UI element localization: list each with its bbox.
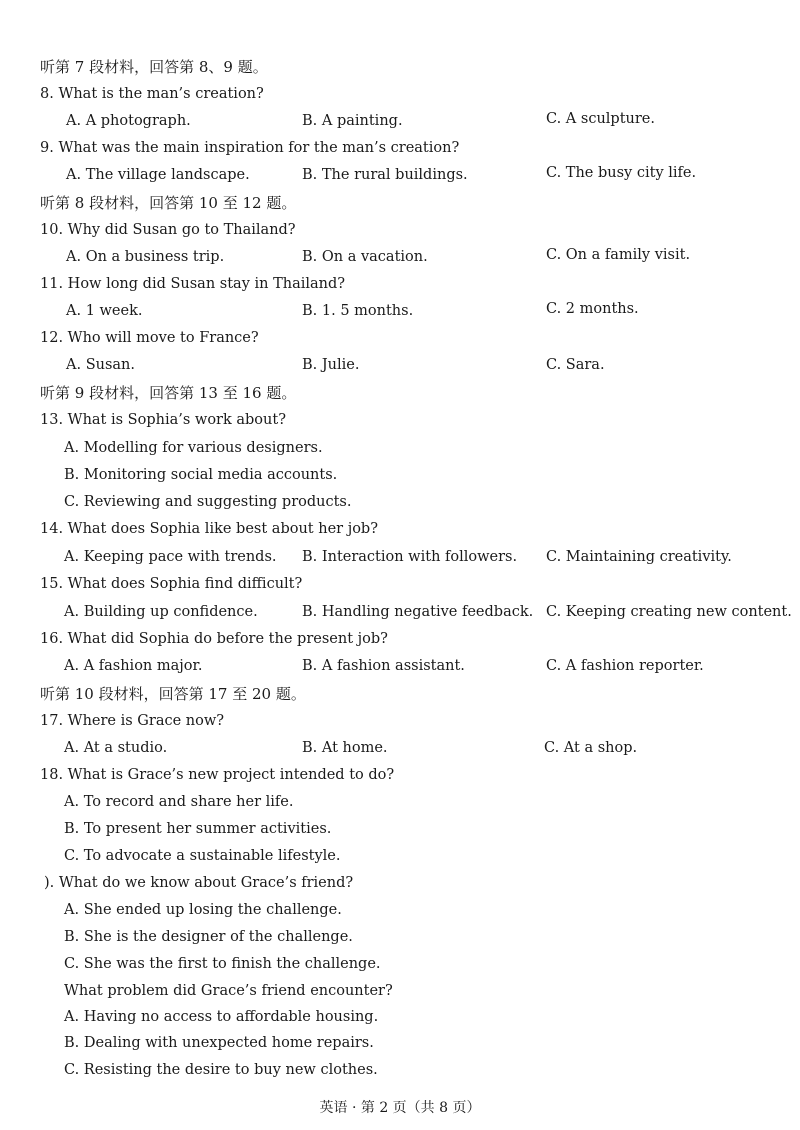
option-19b: B. She is the designer of the challenge. (64, 929, 353, 945)
question-19: ). What do we know about Grace’s friend? (44, 875, 354, 891)
section-10-heading: 听第 10 段材料，回答第 17 至 20 题。 (40, 685, 306, 703)
question-18: 18. What is Grace’s new project intended to do? (40, 767, 395, 783)
option-13c: C. Reviewing and suggesting products. (64, 494, 352, 510)
option-14b: B. Interaction with followers. (302, 549, 518, 565)
question-12: 12. Who will move to France? (40, 330, 259, 346)
option-8a: A. A photograph. (66, 113, 191, 129)
page-footer: 英语 · 第 2 页（共 8 页） (319, 1100, 481, 1116)
option-20c: C. Resisting the desire to buy new clothes. (64, 1062, 378, 1078)
option-18b: B. To present her summer activities. (64, 821, 332, 837)
option-15c: C. Keeping creating new content. (546, 604, 792, 620)
question-17: 17. Where is Grace now? (40, 713, 225, 729)
option-18a: A. To record and share her life. (64, 794, 294, 810)
option-13b: B. Monitoring social media accounts. (64, 467, 338, 483)
option-17b: B. At home. (302, 740, 388, 756)
option-12b: B. Julie. (302, 357, 360, 373)
option-8b: B. A painting. (302, 113, 403, 129)
option-9c: C. The busy city life. (546, 165, 697, 181)
option-11c: C. 2 months. (546, 301, 639, 317)
option-19a: A. She ended up losing the challenge. (64, 902, 342, 918)
option-15a: A. Building up confidence. (64, 604, 258, 620)
option-15b: B. Handling negative feedback. (302, 604, 534, 620)
question-8: 8. What is the man’s creation? (40, 86, 264, 102)
option-16b: B. A fashion assistant. (302, 658, 465, 674)
question-16: 16. What did Sophia do before the present job? (40, 631, 388, 647)
option-14c: C. Maintaining creativity. (546, 549, 732, 565)
option-16c: C. A fashion reporter. (546, 658, 704, 674)
option-19c: C. She was the first to finish the challenge. (64, 956, 381, 972)
section-9-heading: 听第 9 段材料，回答第 13 至 16 题。 (40, 384, 297, 402)
option-13a: A. Modelling for various designers. (64, 440, 323, 456)
option-20a: A. Having no access to affordable housing. (64, 1009, 379, 1025)
question-11: 11. How long did Susan stay in Thailand? (40, 276, 346, 292)
option-8c: C. A sculpture. (546, 111, 655, 127)
option-16a: A. A fashion major. (64, 658, 203, 674)
question-9: 9. What was the main inspiration for the man’s creation? (40, 140, 460, 156)
section-7-heading: 听第 7 段材料，回答第 8、9 题。 (40, 58, 268, 76)
option-20b: B. Dealing with unexpected home repairs. (64, 1035, 374, 1051)
option-11b: B. 1. 5 months. (302, 303, 414, 319)
option-11a: A. 1 week. (66, 303, 143, 319)
option-14a: A. Keeping pace with trends. (64, 549, 277, 565)
section-8-heading: 听第 8 段材料，回答第 10 至 12 题。 (40, 194, 297, 212)
question-20: What problem did Grace’s friend encounter? (64, 983, 393, 999)
option-12a: A. Susan. (66, 357, 135, 373)
option-9b: B. The rural buildings. (302, 167, 468, 183)
option-10c: C. On a family visit. (546, 247, 691, 263)
question-10: 10. Why did Susan go to Thailand? (40, 222, 296, 238)
option-9a: A. The village landscape. (66, 167, 250, 183)
question-13: 13. What is Sophia’s work about? (40, 412, 286, 428)
question-15: 15. What does Sophia find difficult? (40, 576, 303, 592)
option-17a: A. At a studio. (64, 740, 168, 756)
option-17c: C. At a shop. (544, 740, 638, 756)
option-12c: C. Sara. (546, 357, 605, 373)
option-10a: A. On a business trip. (66, 249, 225, 265)
option-18c: C. To advocate a sustainable lifestyle. (64, 848, 341, 864)
option-10b: B. On a vacation. (302, 249, 428, 265)
question-14: 14. What does Sophia like best about her job? (40, 521, 378, 537)
